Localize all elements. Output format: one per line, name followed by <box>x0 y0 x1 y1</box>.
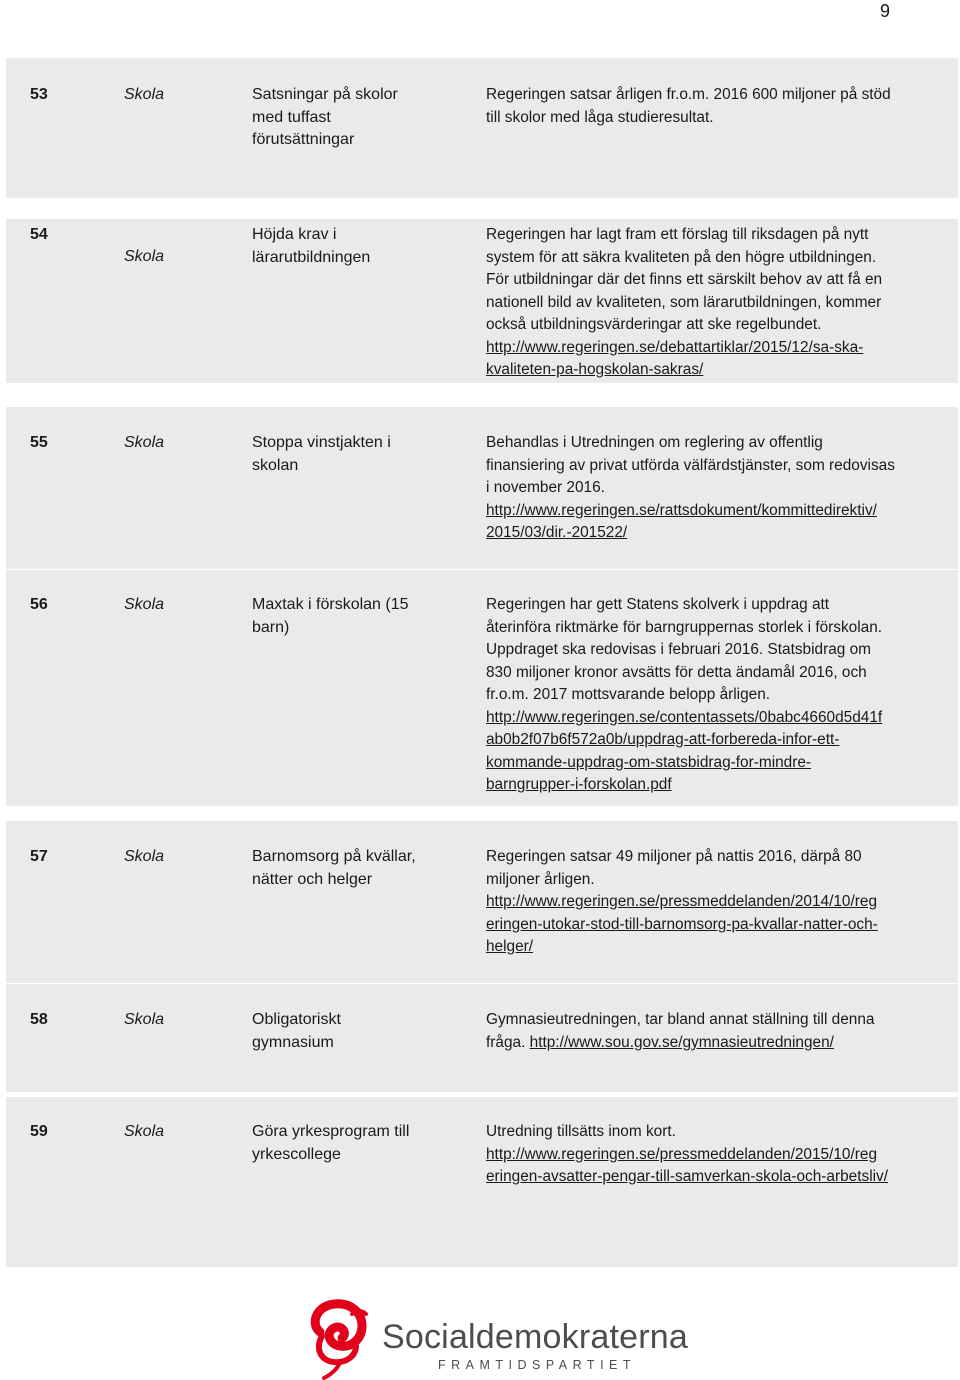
table-row <box>6 407 958 569</box>
description-line <box>486 455 946 478</box>
table-row <box>6 219 958 383</box>
description-text: Utredning tillsätts inom kort. <box>486 1123 676 1140</box>
row-title <box>252 432 452 477</box>
page-number: 9 <box>880 1 891 21</box>
party-logo <box>300 1296 700 1380</box>
title-line: Satsningar på skolor <box>252 86 398 103</box>
description-line <box>486 522 946 545</box>
description-text: system för att säkra kvaliteten på den högre utbildningen. <box>486 248 877 266</box>
description-line <box>486 594 946 617</box>
row-description <box>486 594 946 797</box>
url-link[interactable]: barngrupper-i-forskolan.pdf <box>486 776 672 793</box>
url-link[interactable]: 2015/03/dir.-201522/ <box>486 524 628 541</box>
description-text: Gymnasieutredningen, tar bland annat ställning till denna <box>486 1011 875 1028</box>
row-number: 54 <box>30 226 48 243</box>
title-line: med tuffast <box>252 108 331 126</box>
url-link[interactable]: http://www.regeringen.se/rattsdokument/kommittedirektiv/ <box>486 501 877 519</box>
description-text: 830 miljoner kronor avsätts för detta ändamål 2016, och <box>486 663 867 681</box>
description-text: nationell bild av kvaliteten, som lärarutbildningen, kommer <box>486 293 882 311</box>
description-text: fr.o.m. 2017 mottsvarande belopp årligen. <box>486 686 771 703</box>
row-number: 55 <box>30 434 48 451</box>
description-text: För utbildningar där det finns ett särskilt behov av att få en <box>486 271 883 288</box>
description-text: Uppdraget ska redovisas i februari 2016. Statsbidrag om <box>486 641 871 658</box>
description-line <box>486 1166 946 1189</box>
title-line: nätter och helger <box>252 870 373 888</box>
row-category: Skola <box>124 848 165 865</box>
row-category: Skola <box>124 86 165 103</box>
row-number: 58 <box>30 1011 48 1028</box>
description-text: till skolor med låga studieresultat. <box>486 108 714 126</box>
description-text: miljoner årligen. <box>486 870 595 888</box>
row-title <box>252 224 452 269</box>
row-description <box>486 432 946 545</box>
row-description <box>486 1121 946 1189</box>
row-number: 59 <box>30 1123 48 1140</box>
description-line <box>486 891 946 914</box>
description-line <box>486 359 946 382</box>
logo-tagline: FRAMTIDSPARTIET <box>438 1358 637 1372</box>
title-line: gymnasium <box>252 1033 334 1051</box>
url-link[interactable]: ab0b2f07b6f572a0b/uppdrag-att-forbereda-infor-ett- <box>486 731 840 748</box>
row-title <box>252 846 452 891</box>
url-link[interactable]: helger/ <box>486 938 534 955</box>
description-line <box>486 707 946 730</box>
row-category: Skola <box>124 1123 165 1140</box>
row-number: 53 <box>30 86 48 103</box>
title-line: förutsättningar <box>252 131 355 148</box>
description-text: Regeringen har gett Statens skolverk i uppdrag att <box>486 596 830 613</box>
description-line <box>486 729 946 752</box>
description-text: också utbildningsvärderingar att ske regelbundet. <box>486 316 822 333</box>
description-line <box>486 500 946 523</box>
description-line <box>486 224 946 247</box>
url-link[interactable]: http://www.regeringen.se/pressmeddelanden/2015/10/reg <box>486 1145 878 1163</box>
row-category: Skola <box>124 248 165 265</box>
description-line <box>486 846 946 869</box>
row-description <box>486 1009 946 1054</box>
description-line <box>486 247 946 270</box>
url-link[interactable]: eringen-avsatter-pengar-till-samverkan-skola-och-arbetsliv/ <box>486 1168 889 1185</box>
row-title <box>252 84 452 152</box>
row-category: Skola <box>124 434 165 451</box>
description-text: i november 2016. <box>486 479 605 496</box>
description-line <box>486 936 946 959</box>
description-text: återinföra riktmärke för barngruppernas storlek i förskolan. <box>486 618 883 636</box>
url-link[interactable]: http://www.regeringen.se/debattartiklar/2015/12/sa-ska- <box>486 338 864 356</box>
row-number: 57 <box>30 848 48 865</box>
url-link[interactable]: http://www.sou.gov.se/gymnasieutredningen/ <box>529 1033 834 1051</box>
title-line: Barnomsorg på kvällar, <box>252 848 416 865</box>
description-text: Regeringen har lagt fram ett förslag till riksdagen på nytt <box>486 226 869 243</box>
title-line: lärarutbildningen <box>252 248 371 266</box>
url-link[interactable]: kvaliteten-pa-hogskolan-sakras/ <box>486 361 704 378</box>
description-line <box>486 914 946 937</box>
description-line <box>486 1009 946 1032</box>
description-text: Regeringen satsar 49 miljoner på nattis 2016, därpå 80 <box>486 848 862 865</box>
row-description <box>486 84 946 129</box>
url-link[interactable]: kommande-uppdrag-om-statsbidrag-for-mindre- <box>486 753 812 771</box>
description-line <box>486 1144 946 1167</box>
description-line <box>486 684 946 707</box>
description-text: fråga. <box>486 1033 530 1051</box>
title-line: yrkescollege <box>252 1145 341 1163</box>
title-line: skolan <box>252 456 299 474</box>
description-line <box>486 314 946 337</box>
table-row <box>6 58 958 198</box>
description-line <box>486 432 946 455</box>
description-line <box>486 752 946 775</box>
description-text: Behandlas i Utredningen om reglering av offentlig <box>486 434 823 451</box>
description-line <box>486 617 946 640</box>
description-text: finansiering av privat utförda välfärdstjänster, som redovisas <box>486 456 895 474</box>
description-line <box>486 639 946 662</box>
description-text: Regeringen satsar årligen fr.o.m. 2016 600 miljoner på stöd <box>486 86 891 103</box>
description-line <box>486 774 946 797</box>
description-line <box>486 107 946 130</box>
description-line <box>486 1121 946 1144</box>
description-line <box>486 662 946 685</box>
description-line <box>486 337 946 360</box>
title-line: barn) <box>252 618 290 636</box>
description-line <box>486 869 946 892</box>
title-line: Stoppa vinstjakten i <box>252 434 391 451</box>
row-description <box>486 846 946 959</box>
row-category: Skola <box>124 596 165 613</box>
row-description <box>486 224 946 382</box>
logo-wordmark: Socialdemokraterna <box>382 1318 688 1356</box>
rose-icon <box>300 1296 378 1380</box>
title-line: Obligatoriskt <box>252 1011 341 1028</box>
description-line <box>486 1032 946 1055</box>
row-title <box>252 594 452 639</box>
row-category: Skola <box>124 1011 165 1028</box>
description-line <box>486 84 946 107</box>
row-title <box>252 1009 452 1054</box>
url-link[interactable]: eringen-utokar-stod-till-barnomsorg-pa-kvallar-natter-och- <box>486 915 878 933</box>
description-line <box>486 269 946 292</box>
title-line: Göra yrkesprogram till <box>252 1123 410 1140</box>
description-line <box>486 477 946 500</box>
title-line: Höjda krav i <box>252 226 337 243</box>
table-row <box>6 1097 958 1267</box>
url-link[interactable]: http://www.regeringen.se/contentassets/0babc4660d5d41f <box>486 708 883 726</box>
row-title <box>252 1121 452 1166</box>
table-row <box>6 570 958 806</box>
title-line: Maxtak i förskolan (15 <box>252 596 409 613</box>
description-line <box>486 292 946 315</box>
row-number: 56 <box>30 596 48 613</box>
url-link[interactable]: http://www.regeringen.se/pressmeddelanden/2014/10/reg <box>486 893 878 910</box>
table-row <box>6 821 958 983</box>
table-row <box>6 984 958 1092</box>
